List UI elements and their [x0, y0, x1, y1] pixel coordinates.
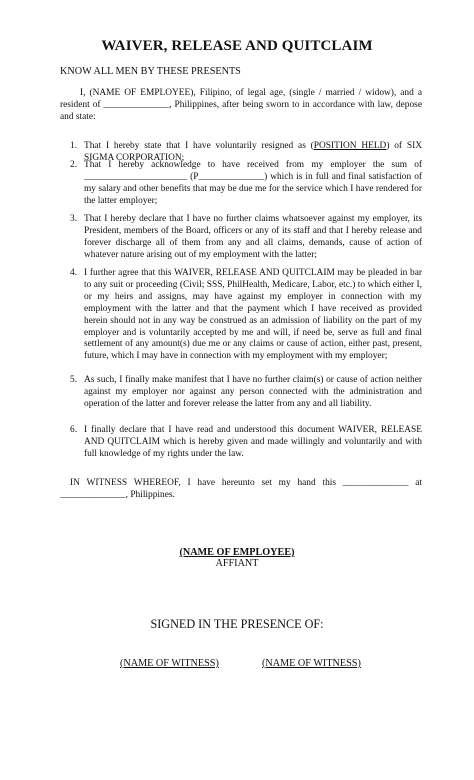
signed-in-presence-heading: SIGNED IN THE PRESENCE OF: [150, 617, 324, 631]
clause-1: 1. That I hereby state that I have voluntarily resigned as (POSITION HELD) of SIX SIGMA CORPORATION; [70, 141, 422, 163]
clause-number: 5. [70, 375, 78, 385]
document-title: WAIVER, RELEASE AND QUITCLAIM [101, 38, 373, 54]
clause-number: 2. [70, 160, 78, 170]
witness-clause: IN WITNESS WHEREOF, I have hereunto set my hand this ______________ at ______________, Philippines. [60, 478, 422, 500]
clause-2: 2. That I hereby acknowledge to have received from my employer the sum of ______________________ (P______________) which is in full and final satisfaction of my salary and other benefits that may be due me for the service which I have rendered for the latter employer; [70, 160, 422, 206]
clause-number: 4. [70, 268, 78, 278]
clause-6: 6. I finally declare that I have read and understood this document WAIVER, RELEASE AND QUITCLAIM which is hereby given and made willingly and voluntarily and with full knowledge of my rights under the law. [70, 425, 422, 459]
clause-number: 3. [70, 214, 78, 224]
employee-signature-name: (NAME OF EMPLOYEE) [179, 547, 295, 558]
witness-name-2: (NAME OF WITNESS) [262, 658, 361, 669]
clause-4: 4. I further agree that this WAIVER, RELEASE AND QUITCLAIM may be pleaded in bar to any suit or proceeding (Civil; SSS, PhilHealth, Medicare, Labor, etc.) to which either I, or my heirs and assigns, may have against my employer in connection with my employment with the latter and that the payment which I have received as provided herein should not in any way be construed as an admission of liability on the part of my employer and is voluntarily accepted by me and will, if need be, serve as full and final settlement of any amount(s) due me or any claims or cause of action, either past, present, future, which I may have in connection with my employment with my employer; [70, 268, 422, 362]
know-all-men-heading: KNOW ALL MEN BY THESE PRESENTS [60, 66, 241, 77]
affiant-label: AFFIANT [215, 558, 259, 569]
intro-paragraph: I, (NAME OF EMPLOYEE), Filipino, of legal age, (single / married / widow), and a resident of ______________, Philippines, after being sworn to in accordance with law, depose and state: [60, 88, 422, 122]
clause-3: 3. That I hereby declare that I have no further claims whatsoever against my employer, its President, members of the Board, officers or any of its staff and that I hereby release and forever discharge all of them from any and all claims, demands, cause of action of whatever nature arising out of my employment with the latter; [70, 214, 422, 260]
clause-5: 5. As such, I finally make manifest that I have no further claim(s) or cause of action neither against my employer nor against any person connected with the administration and operation of the latter and forever release the latter from any and all liability. [70, 375, 422, 409]
witness-name-1: (NAME OF WITNESS) [120, 658, 219, 669]
clause-number: 1. [70, 141, 78, 151]
position-held-field: POSITION HELD [313, 141, 387, 151]
clause-number: 6. [70, 425, 78, 435]
